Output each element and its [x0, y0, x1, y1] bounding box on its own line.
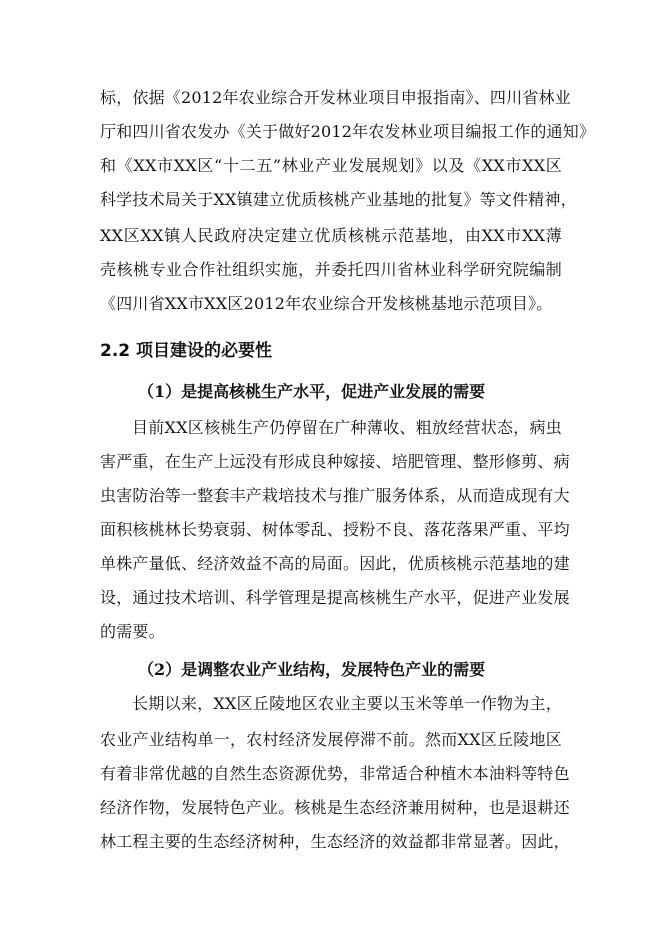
paragraph-line: 厅和四川省农发办《关于做好2012年农发林业项目编报工作的通知》: [100, 122, 596, 141]
paragraph-line: XX区XX镇人民政府决定建立优质核桃示范基地，由XX市XX薄: [100, 226, 562, 245]
paragraph-line: 经济作物，发展特色产业。核桃是生态经济兼用树种，也是退耕还: [100, 798, 570, 817]
subsection-title: （1）是提高核桃生产水平，促进产业发展的需要: [138, 382, 486, 401]
paragraph-line: 《四川省XX市XX区2012年农业综合开发核桃基地示范项目》。: [100, 294, 553, 313]
paragraph-line: 单株产量低、经济效益不高的局面。因此，优质核桃示范基地的建: [100, 554, 570, 573]
paragraph-line: 的需要。: [100, 622, 165, 641]
paragraph-line: 壳核桃专业合作社组织实施，并委托四川省林业科学研究院编制: [100, 260, 562, 279]
subsection-title: （2）是调整农业产业结构，发展特色产业的需要: [138, 660, 486, 679]
paragraph-line: 和《XX市XX区“十二五”林业产业发展规划》以及《XX市XX区: [100, 156, 562, 175]
section-heading: 2.2 项目建设的必要性: [100, 341, 273, 361]
paragraph-line: 目前XX区核桃生产仍停留在广种薄收、粗放经营状态，病虫: [132, 418, 562, 437]
paragraph-line: 设，通过技术培训、科学管理是提高核桃生产水平，促进产业发展: [100, 588, 570, 607]
paragraph-line: 农业产业结构单一，农村经济发展停滞不前。然而XX区丘陵地区: [100, 730, 562, 749]
paragraph-line: 科学技术局关于XX镇建立优质核桃产业基地的批复》等文件精神，: [100, 190, 577, 209]
paragraph-line: 害严重，在生产上远没有形成良种嫁接、培肥管理、整形修剪、病: [100, 452, 570, 471]
paragraph-line: 面积核桃林长势衰弱、树体零乱、授粉不良、落花落果严重、平均: [100, 520, 570, 539]
paragraph-line: 林工程主要的生态经济树种，生态经济的效益都非常显著。因此，: [100, 832, 570, 851]
paragraph-line: 有着非常优越的自然生态资源优势，非常适合种植木本油料等特色: [100, 764, 570, 783]
paragraph-line: 标，依据《2012年农业综合开发林业项目申报指南》、四川省林业: [100, 88, 571, 107]
paragraph-line: 虫害防治等一整套丰产栽培技术与推广服务体系，从而造成现有大: [100, 486, 570, 505]
paragraph-line: 长期以来，XX区丘陵地区农业主要以玉米等单一作物为主，: [132, 694, 562, 713]
